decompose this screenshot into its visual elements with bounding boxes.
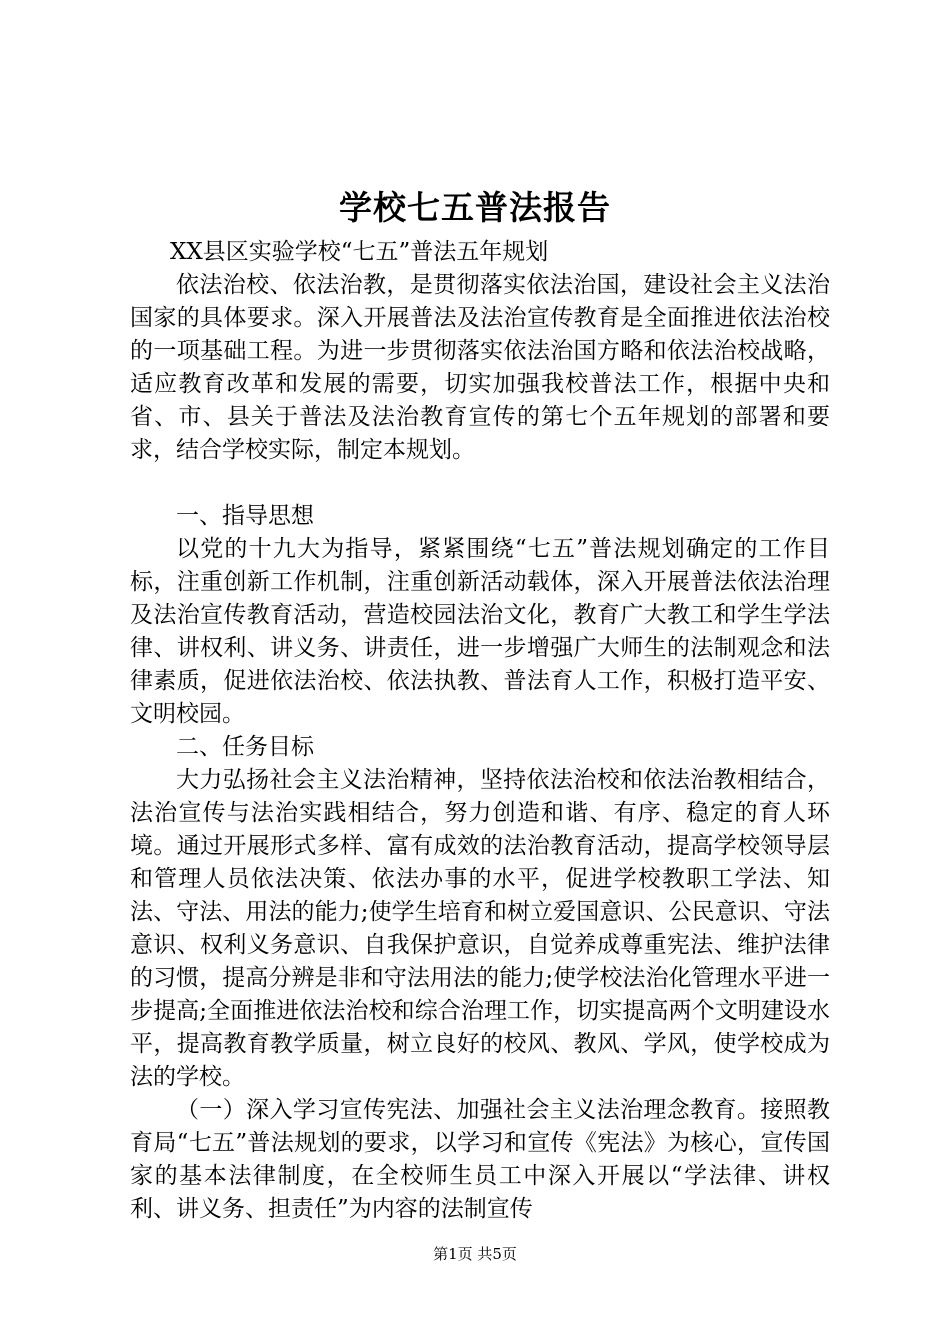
paragraph-gap	[130, 467, 830, 500]
page-number-footer: 第1页 共5页	[433, 1245, 517, 1263]
section-heading-task-goals: 二、任务目标	[176, 734, 314, 760]
item-paragraph-1: （一）深入学习宣传宪法、加强社会主义法治理念教育。接照教育局“七五”普法规划的要求，以学习和宣传《宪法》为核心，宣传国家的基本法律制度，在全校师生员工中深入开展以“学法律、讲权利、讲义务、担责任”为内容的法制宣传	[130, 1097, 830, 1222]
intro-paragraph: 依法治校、依法治教，是贯彻落实依法治国，建设社会主义法治国家的具体要求。深入开展普法及法治宣传教育是全面推进依法治校的一项基础工程。为进一步贯彻落实依法治国方略和依法治校战略，适应教育改革和发展的需要，切实加强我校普法工作，根据中央和省、市、县关于普法及法治教育宣传的第七个五年规划的部署和要求，结合学校实际，制定本规划。	[130, 272, 830, 463]
document-title: 学校七五普法报告	[339, 188, 611, 227]
section-heading-guiding-ideology: 一、指导思想	[176, 503, 314, 529]
document-subtitle: XX县区实验学校“七五”普法五年规划	[170, 239, 549, 265]
document-body	[130, 236, 830, 1226]
section-paragraph-guiding-ideology: 以党的十九大为指导，紧紧围绕“七五”普法规划确定的工作目标，注重创新工作机制，注重创新活动载体，深入开展普法依法治理及法治宣传教育活动，营造校园法治文化，教育广大教工和学生学法律、讲权利、讲义务、讲责任，进一步增强广大师生的法制观念和法律素质，促进依法治校、依法执教、普法育人工作，积极打造平安、文明校园。	[130, 536, 830, 727]
section-paragraph-task-goals: 大力弘扬社会主义法治精神，坚持依法治校和依法治教相结合，法治宣传与法治实践相结合，努力创造和谐、有序、稳定的育人环境。通过开展形式多样、富有成效的法治教育活动，提高学校领导层和管理人员依法决策、依法办事的水平，促进学校教职工学法、知法、守法、用法的能力;使学生培育和树立爱国意识、公民意识、守法意识、权利义务意识、自我保护意识，自觉养成尊重宪法、维护法律的习惯，提高分辨是非和守法用法的能力;使学校法治化管理水平进一步提高;全面推进依法治校和综合治理工作，切实提高两个文明建设水平，提高教育教学质量，树立良好的校风、教风、学风，使学校成为法的学校。	[130, 767, 830, 1090]
